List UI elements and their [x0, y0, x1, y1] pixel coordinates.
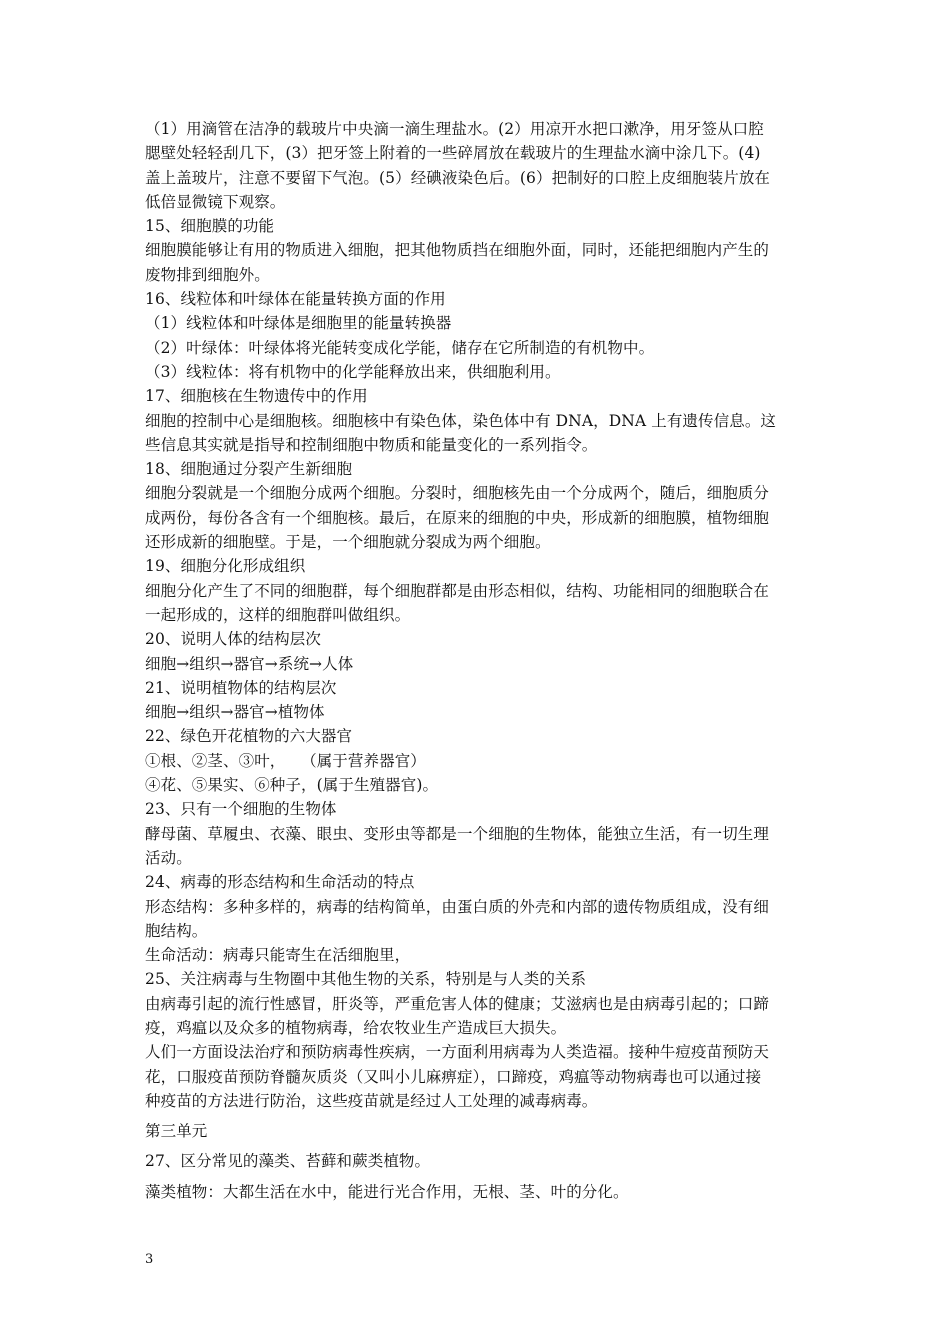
- text-line: 细胞分化产生了不同的细胞群，每个细胞群都是由形态相似，结构、功能相同的细胞联合在: [145, 581, 770, 600]
- section-heading: 25、关注病毒与生物圈中其他生物的关系，特别是与人类的关系: [145, 970, 587, 989]
- section-heading: 23、只有一个细胞的生物体: [145, 800, 337, 819]
- text-line: 一起形成的，这样的细胞群叫做组织。: [145, 605, 411, 624]
- unit-heading: 第三单元: [145, 1122, 208, 1141]
- text-line: 细胞分裂就是一个细胞分成两个细胞。分裂时，细胞核先由一个分成两个，随后，细胞质分: [145, 484, 770, 503]
- section-heading: 27、区分常见的藻类、苔藓和蕨类植物。: [145, 1152, 431, 1171]
- text-line: 细胞→组织→器官→系统→人体: [145, 654, 354, 673]
- page-number: 3: [145, 1252, 154, 1267]
- text-line: 细胞→组织→器官→植物体: [145, 703, 325, 722]
- section-heading: 16、线粒体和叶绿体在能量转换方面的作用: [145, 290, 446, 309]
- text-line: 人们一方面设法治疗和预防病毒性疾病，一方面利用病毒为人类造福。接种牛痘疫苗预防天: [145, 1043, 770, 1062]
- text-line: （2）叶绿体：叶绿体将光能转变成化学能，储存在它所制造的有机物中。: [145, 338, 655, 357]
- section-heading: 18、细胞通过分裂产生新细胞: [145, 460, 353, 479]
- text-line: 废物排到细胞外。: [145, 265, 270, 284]
- text-line: ①根、②茎、③叶， （属于营养器官）: [145, 751, 426, 770]
- section-heading: 19、细胞分化形成组织: [145, 557, 306, 576]
- text-line: 藻类植物：大都生活在水中，能进行光合作用，无根、茎、叶的分化。: [145, 1182, 629, 1201]
- text-line: 花，口服疫苗预防脊髓灰质炎（又叫小儿麻痹症），口蹄疫，鸡瘟等动物病毒也可以通过接: [145, 1067, 762, 1086]
- text-line: 胞结构。: [145, 921, 208, 940]
- section-heading: 15、细胞膜的功能: [145, 217, 275, 236]
- text-line: 低倍显微镜下观察。: [145, 192, 286, 211]
- text-line: 由病毒引起的流行性感冒，肝炎等，严重危害人体的健康；艾滋病也是由病毒引起的；口蹄: [145, 994, 770, 1013]
- section-heading: 21、说明植物体的结构层次: [145, 678, 337, 697]
- text-line: 形态结构：多种多样的，病毒的结构简单，由蛋白质的外壳和内部的遗传物质组成，没有细: [145, 897, 770, 916]
- text-line: 些信息其实就是指导和控制细胞中物质和能量变化的一系列指令。: [145, 435, 598, 454]
- text-line: 活动。: [145, 848, 192, 867]
- section-heading: 17、细胞核在生物遗传中的作用: [145, 387, 368, 406]
- text-line: （3）线粒体：将有机物中的化学能释放出来，供细胞利用。: [145, 362, 561, 381]
- text-line: 盖上盖玻片，注意不要留下气泡。(5）经碘液染色后。(6）把制好的口腔上皮细胞装片放在: [145, 168, 771, 187]
- text-line: 腮壁处轻轻刮几下，(3）把牙签上附着的一些碎屑放在载玻片的生理盐水滴中涂几下。(4): [145, 144, 761, 163]
- section-heading: 22、绿色开花植物的六大器官: [145, 727, 353, 746]
- text-line: 酵母菌、草履虫、衣藻、眼虫、变形虫等都是一个细胞的生物体，能独立生活，有一切生理: [145, 824, 770, 843]
- text-line: 细胞的控制中心是细胞核。细胞核中有染色体，染色体中有 DNA，DNA 上有遗传信息。这: [145, 411, 777, 430]
- text-line: （1）用滴管在洁净的载玻片中央滴一滴生理盐水。(2）用凉开水把口漱净，用牙签从口腔: [145, 120, 764, 138]
- document-body: [145, 117, 810, 1204]
- text-line: ④花、⑤果实、⑥种子，(属于生殖器官)。: [145, 776, 439, 795]
- text-line: 细胞膜能够让有用的物质进入细胞，把其他物质挡在细胞外面，同时，还能把细胞内产生的: [145, 241, 770, 260]
- text-line: 还形成新的细胞壁。于是，一个细胞就分裂成为两个细胞。: [145, 533, 551, 552]
- text-line: （1）线粒体和叶绿体是细胞里的能量转换器: [145, 314, 452, 333]
- text-line: 成两份，每份各含有一个细胞核。最后，在原来的细胞的中央，形成新的细胞膜，植物细胞: [145, 508, 770, 527]
- text-line: 种疫苗的方法进行防治，这些疫苗就是经过人工处理的减毒病毒。: [145, 1091, 598, 1110]
- text-line: 生命活动：病毒只能寄生在活细胞里，: [145, 946, 411, 965]
- text-line: 疫，鸡瘟以及众多的植物病毒，给农牧业生产造成巨大损失。: [145, 1018, 567, 1037]
- section-heading: 24、病毒的形态结构和生命活动的特点: [145, 873, 415, 892]
- section-heading: 20、说明人体的结构层次: [145, 630, 321, 649]
